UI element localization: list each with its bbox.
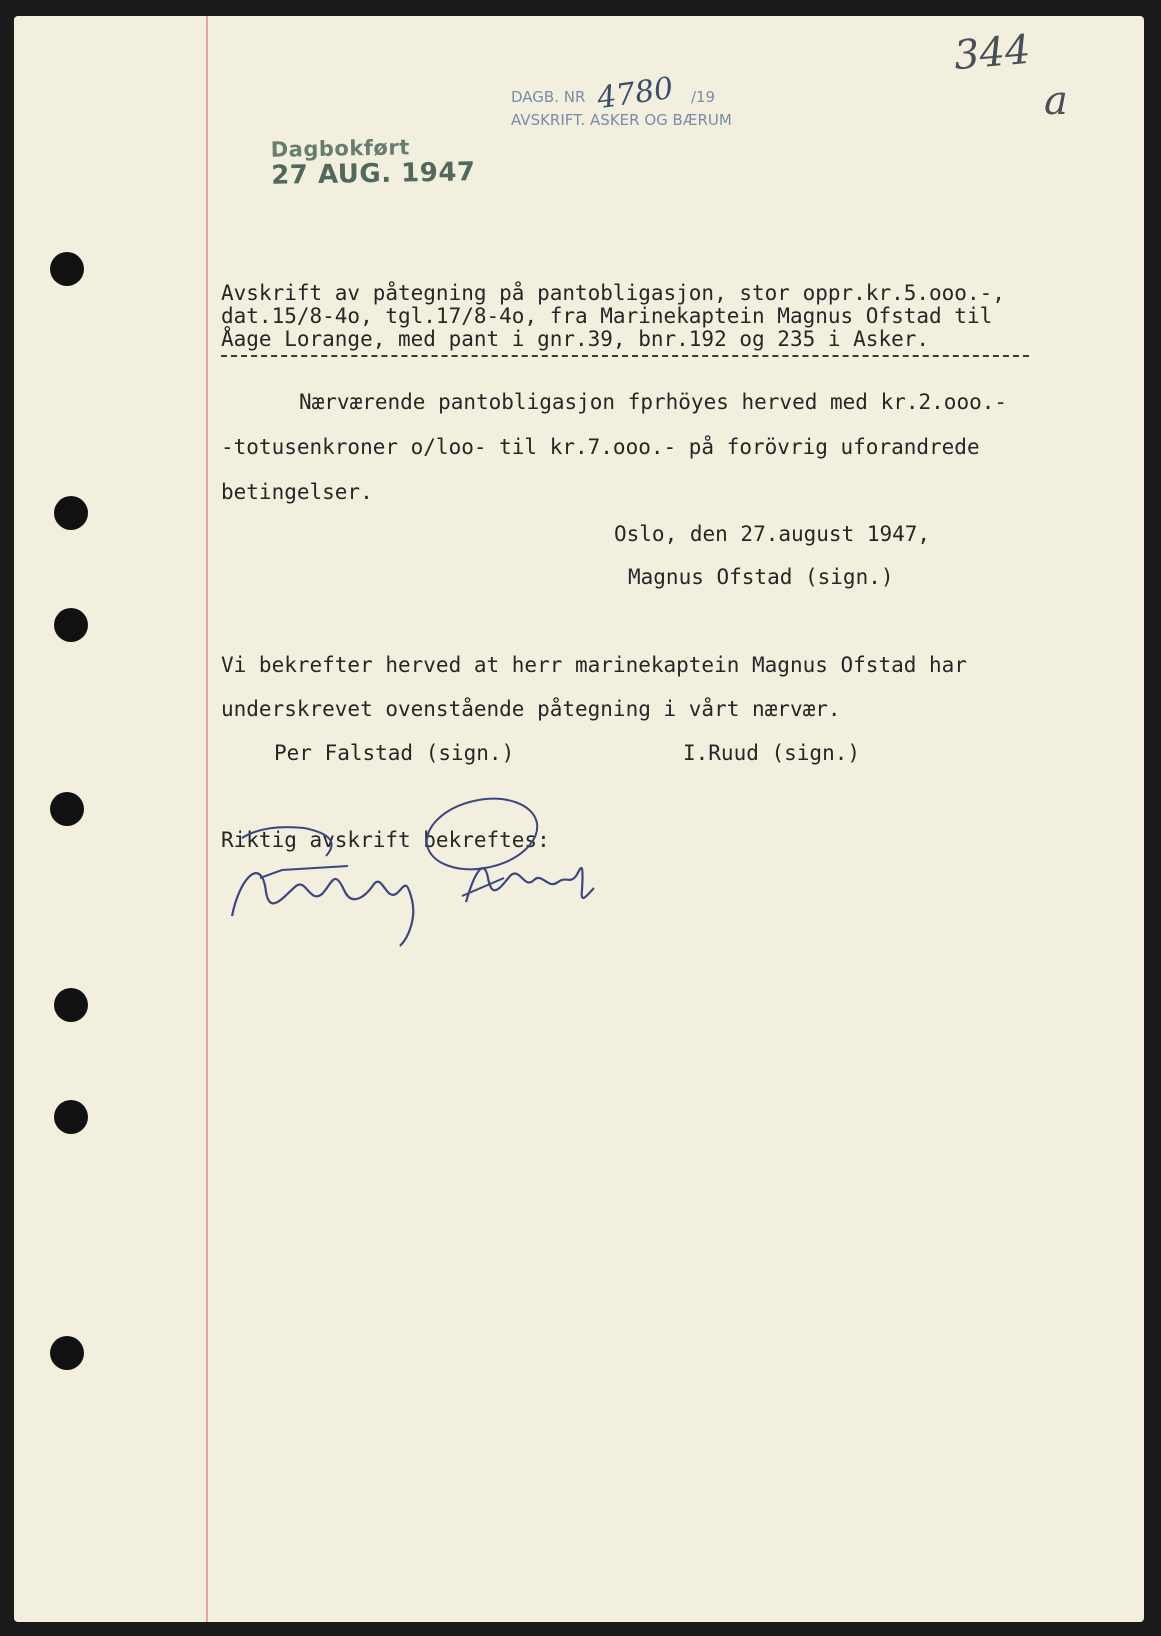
ink-circle (420, 789, 544, 879)
signature-stroke (260, 866, 348, 878)
body-line: betingelser. (221, 480, 373, 504)
dagb-label: DAGB. NR (511, 88, 586, 106)
certification-line: Riktig avskrift bekreftes: (221, 828, 550, 852)
witness-line: underskrevet ovenstående påtegning i vårt nærvær. (221, 697, 841, 721)
dagb-handwritten-number: 4780 (594, 70, 676, 117)
witness-line: Vi bekrefter herved at herr marinekaptein Magnus Ofstad har (221, 653, 967, 677)
witness-1: Per Falstad (sign.) (274, 741, 515, 765)
avskrift-label: AVSKRIFT. ASKER OG BÆRUM (511, 110, 732, 129)
handwritten-signatures (14, 16, 1144, 1622)
signer: Magnus Ofstad (sign.) (628, 565, 894, 589)
ink-circle-small (242, 827, 332, 856)
signature-stroke (462, 878, 504, 896)
signature-falstad (232, 873, 413, 946)
body-line: Nærværende pantobligasjon fprhöyes herved med kr.2.ooo.- (299, 390, 1008, 414)
heading-line: Avskrift av påtegning på pantobligasjon, stor oppr.kr.5.ooo.-, (221, 281, 1005, 305)
place-date: Oslo, den 27.august 1947, (614, 522, 931, 546)
witness-2: I.Ruud (sign.) (683, 741, 861, 765)
heading-line: Åage Lorange, med pant i gnr.39, bnr.192 og 235 i Asker. (221, 327, 930, 351)
heading-line: dat.15/8-4o, tgl.17/8-4o, fra Marinekaptein Magnus Ofstad til (221, 304, 993, 328)
dagb-year: /19 (690, 88, 716, 106)
stamp-date: 27 AUG. 1947 (270, 157, 476, 191)
stamp-label: Dagbokført (270, 135, 410, 162)
page-number: 344 (952, 26, 1033, 80)
document-page (14, 16, 1144, 1622)
page-number-suffix: a (1044, 78, 1068, 124)
body-line: -totusenkroner o/loo- til kr.7.ooo.- på forövrig uforandrede (221, 435, 980, 459)
